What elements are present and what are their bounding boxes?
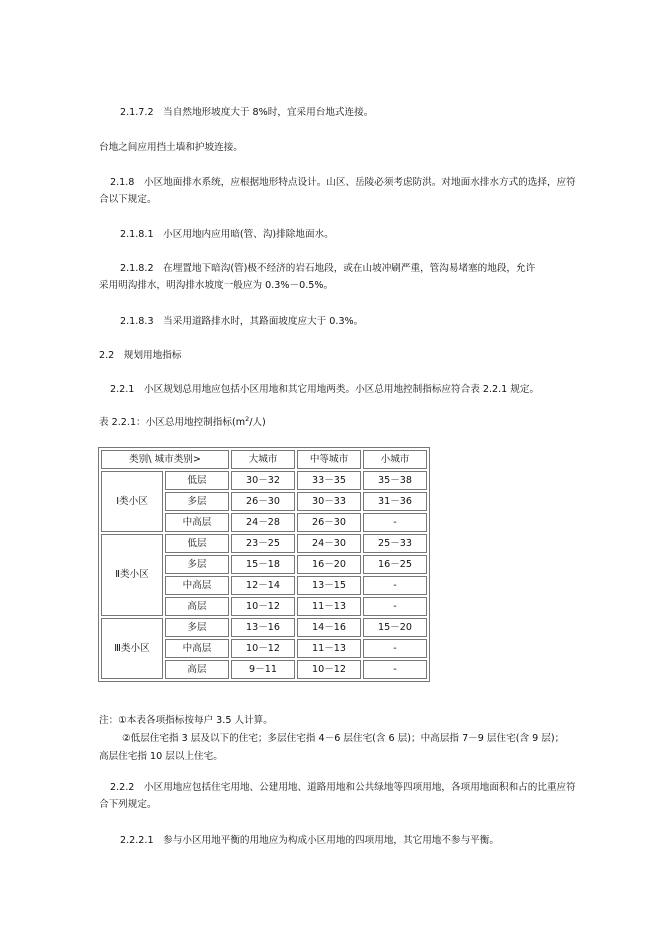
table-cell: 高层 <box>165 660 229 679</box>
table-cell: 31－36 <box>363 492 427 511</box>
table-cell: - <box>363 597 427 616</box>
table-cell: 低层 <box>165 534 229 553</box>
table-note-3: 高层住宅指 10 层以上住宅。 <box>99 751 223 762</box>
table-cell: 23－25 <box>231 534 295 553</box>
group-label-cell: Ⅱ类小区 <box>101 534 163 616</box>
table-cell: 10－12 <box>297 660 361 679</box>
table-cell: 10－12 <box>231 639 295 658</box>
table-header-cell: 小城市 <box>363 450 427 469</box>
group-label-cell: Ⅰ类小区 <box>101 471 163 532</box>
table-row <box>101 471 427 490</box>
table-header-row <box>101 450 427 469</box>
table-caption <box>99 416 266 429</box>
paragraph-2-1-8-1: 2.1.8.1 小区用地内应用暗(管、沟)排除地面水。 <box>120 229 334 240</box>
table-cell: 低层 <box>165 471 229 490</box>
paragraph-2-1-7-2: 2.1.7.2 当自然地形坡度大于 8%时，宜采用台地式连接。 <box>120 107 374 118</box>
table-cell: 14－16 <box>297 618 361 637</box>
paragraph-2-2-2: 2.2.2 小区用地应包括住宅用地、公建用地、道路用地和公共绿地等四项用地，各项用地面积和占的比重应符合下列规定。 <box>99 782 576 810</box>
table-cell: - <box>363 639 427 658</box>
table-caption-superscript: 2 <box>245 414 250 423</box>
table-caption-unit: /人) <box>249 417 266 428</box>
table-cell: 24－30 <box>297 534 361 553</box>
table-cell: 30－32 <box>231 471 295 490</box>
table-note-1: 注：①本表各项指标按每户 3.5 人计算。 <box>99 715 273 726</box>
paragraph-2-1-8-2-line2: 采用明沟排水，明沟排水坡度一般应为 0.3%－0.5%。 <box>99 280 334 291</box>
table-cell: 15－18 <box>231 555 295 574</box>
table-cell: 26－30 <box>231 492 295 511</box>
table-cell: 高层 <box>165 597 229 616</box>
paragraph-2-2-2-1: 2.2.2.1 参与小区用地平衡的用地应为构成小区用地的四项用地，其它用地不参与平衡。 <box>120 835 499 846</box>
table-cell: 25－33 <box>363 534 427 553</box>
table-cell: 多层 <box>165 555 229 574</box>
table-cell: 11－13 <box>297 597 361 616</box>
land-use-index-table <box>98 447 430 682</box>
section-heading-2-2: 2.2 规划用地指标 <box>99 350 182 361</box>
table-cell: 12－14 <box>231 576 295 595</box>
table-cell: 10－12 <box>231 597 295 616</box>
table-cell: 26－30 <box>297 513 361 532</box>
table-header-cell: 中等城市 <box>297 450 361 469</box>
table-cell: - <box>363 513 427 532</box>
table-cell: 中高层 <box>165 639 229 658</box>
paragraph-2-1-8: 2.1.8 小区地面排水系统，应根据地形特点设计。山区、岳陵必须考虑防洪。对地面水排水方式的选择，应符合以下规定。 <box>99 177 576 205</box>
paragraph-2-2-1: 2.2.1 小区规划总用地应包括小区用地和其它用地两类。小区总用地控制指标应符合表 2.2.1 规定。 <box>110 384 540 395</box>
table-cell: 9－11 <box>231 660 295 679</box>
table-cell: 中高层 <box>165 576 229 595</box>
table-caption-text: 表 2.2.1：小区总用地控制指标(m <box>99 417 246 428</box>
table-header-cell: 大城市 <box>231 450 295 469</box>
paragraph-platform-connection: 台地之间应用挡土墙和护坡连接。 <box>99 142 243 153</box>
table-cell: 16－20 <box>297 555 361 574</box>
table-cell: 13－15 <box>297 576 361 595</box>
table-cell: 24－28 <box>231 513 295 532</box>
table-cell: 11－13 <box>297 639 361 658</box>
table-cell: 30－33 <box>297 492 361 511</box>
table-note-2: ②低层住宅指 3 层及以下的住宅；多层住宅指 4－6 层住宅(含 6 层)；中高层指 7－9 层住宅(含 9 层)； <box>122 733 565 744</box>
paragraph-2-1-8-2-line1: 2.1.8.2 在埋置地下暗沟(管)极不经济的岩石地段，或在山坡冲刷严重，管沟易堵塞的地段，允许 <box>120 263 536 274</box>
table-cell: 多层 <box>165 492 229 511</box>
group-label-cell: Ⅲ类小区 <box>101 618 163 679</box>
table-row <box>101 534 427 553</box>
table-header-cell: 类别\ 城市类别> <box>101 450 229 469</box>
table-cell: - <box>363 660 427 679</box>
table-cell: - <box>363 576 427 595</box>
table-cell: 35－38 <box>363 471 427 490</box>
paragraph-2-1-8-3: 2.1.8.3 当采用道路排水时，其路面坡度应大于 0.3%。 <box>120 316 364 327</box>
table-cell: 16－25 <box>363 555 427 574</box>
table-cell: 中高层 <box>165 513 229 532</box>
table-cell: 多层 <box>165 618 229 637</box>
table-row <box>101 618 427 637</box>
table-cell: 13－16 <box>231 618 295 637</box>
table-cell: 15－20 <box>363 618 427 637</box>
table-cell: 33－35 <box>297 471 361 490</box>
